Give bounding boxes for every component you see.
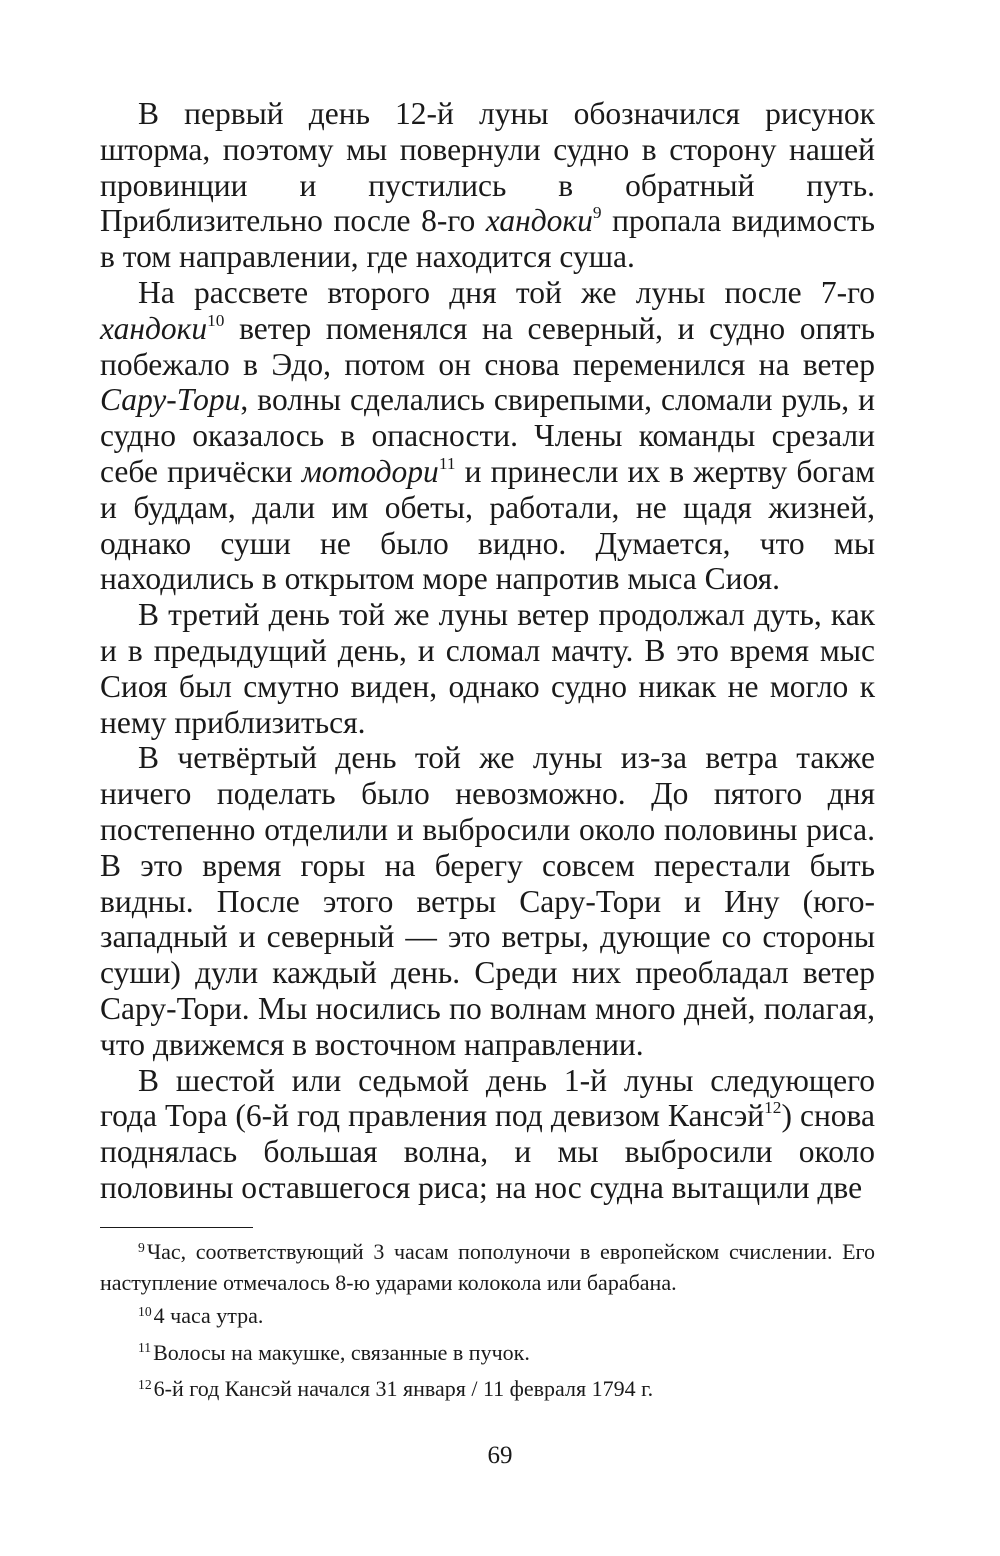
text-run: В третий день той же луны ветер продолжал дуть, как и в предыдущий день, и сломал мачту. В это время мыс Сиоя был смутно виден, однако судно никак не могло к нему приблизиться. [100,597,875,740]
text-run: В четвёртый день той же луны из-за ветра также ничего поделать было невозможно. До пятого дня постепенно отделили и выбросили около половины риса. В это время горы на берегу совсем перестали быть видны. После этого ветры Сару-Тори и Ину (юго-западный и северный — это ветры, дующие со стороны суши) дули каждый день. Среди них преобладал ветер Сару-Тори. Мы носились по волнам много дней, полагая, что движемся в восточном направлении. [100,740,875,1062]
footnote [100,1238,875,1296]
footnote-text: Волосы на макушке, связанные в пучок. [153,1339,530,1365]
italic-term: хандоки [485,203,593,239]
paragraph [100,275,875,597]
text-run: ветер поменялся на северный, и судно опять побежало в Эдо, потом он снова переменился на ветер [100,310,875,382]
footnote-reference: 10 [207,310,225,330]
text-run: , волны сделались свирепыми, сломали руль, и судно оказалось в опасности. Члены команды срезали себе причёски [100,382,875,489]
footnote [100,1302,875,1333]
paragraph [100,1063,875,1206]
text-run: ) снова поднялась большая волна, и мы выбросили около половины оставшегося риса; на нос судна вытащили две [100,1098,875,1205]
footnote-text: Час, соответствующий 3 часам пополуночи в европейском счислении. Его наступление отмечалось 8-ю ударами колокола или барабана. [100,1239,875,1295]
footnote-number: 9 [138,1239,145,1255]
footnote-reference: 11 [438,453,456,473]
text-run: На рассвете второго дня той же луны после 7-го [138,274,875,310]
page-number: 69 [487,1442,513,1469]
footnote-number: 11 [138,1340,152,1355]
footnotes [100,1238,875,1412]
footnote-number: 10 [138,1303,152,1319]
italic-term: Сару-Тори [100,382,241,418]
footnote [100,1375,875,1406]
paragraph [100,96,875,275]
footnote-number: 12 [138,1376,152,1392]
text-run: пропала видимость в том направлении, где находится суша. [100,203,875,275]
footnote-text: 4 часа утра. [153,1303,264,1328]
paragraph [100,740,875,1062]
italic-term: мотодори [301,453,439,489]
text-run: и принесли их в жертву богам и буддам, дали им обеты, работали, не щадя жизней, однако суши не было видно. Думается, что мы находились в открытом море напротив мыса Сиоя. [100,453,875,597]
footnote-divider [100,1227,253,1228]
main-text [100,96,875,1206]
italic-term: хандоки [100,310,208,346]
text-run: В шестой или седьмой день 1-й луны следующего года Тора (6-й год правления под девизом Кансэй [100,1062,875,1134]
text-run: В первый день 12-й луны обозначился рисунок шторма, поэтому мы повернули судно в сторону нашей провинции и пустились в обратный путь. Приблизительно после 8-го [100,96,875,239]
footnote-reference: 9 [592,203,602,223]
footnote [100,1339,875,1370]
footnote-reference: 12 [764,1098,782,1118]
footnote-text: 6-й год Кансэй начался 31 января / 11 февраля 1794 г. [153,1376,654,1401]
paragraph [100,597,875,740]
